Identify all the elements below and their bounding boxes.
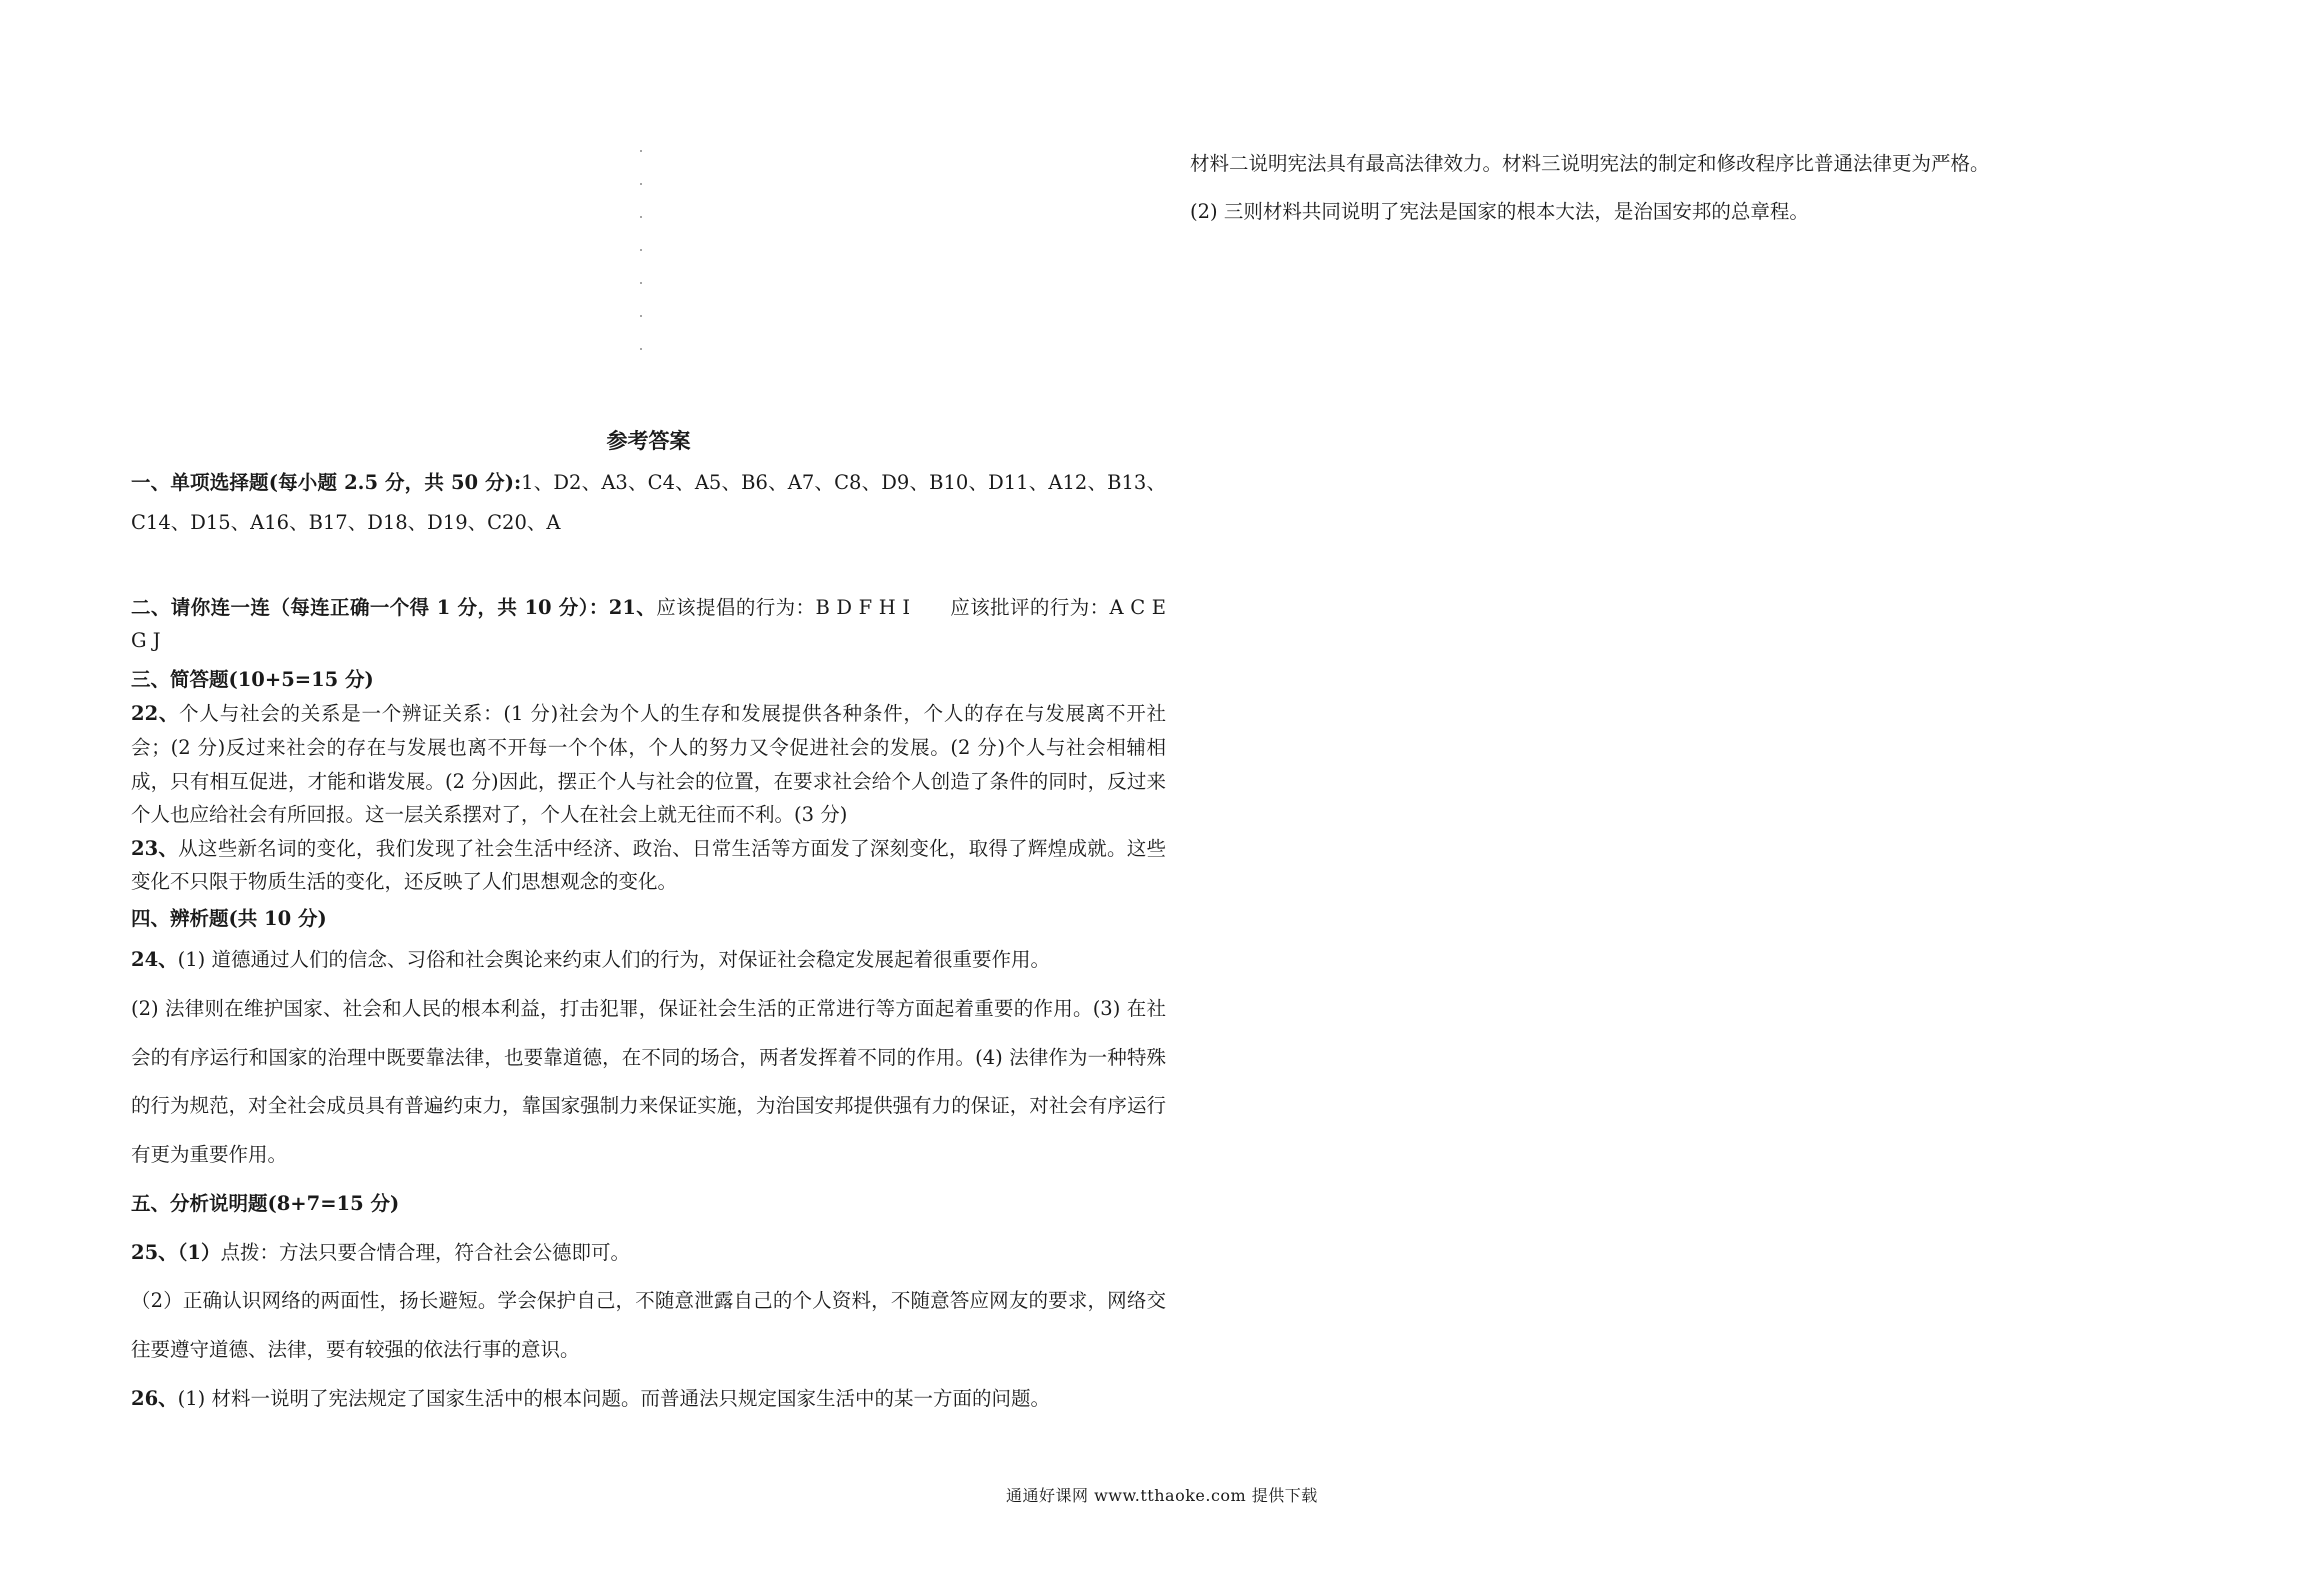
- question-22-number: 22、: [131, 702, 180, 726]
- question-25-part-1: 点拨：方法只要合情合理，符合社会公德即可。: [220, 1240, 630, 1264]
- section-1: [131, 463, 1166, 543]
- question-25-number: 25、（1）: [131, 1240, 221, 1264]
- answers-title: 参考答案: [606, 428, 691, 453]
- section-2-heading: 二、请你连一连（每连正确一个得 1 分，共 10 分）：: [131, 595, 609, 619]
- section-2: [131, 591, 1166, 658]
- section-4-heading: 四、辨析题(共 10 分): [131, 906, 327, 930]
- question-25-part-2: （2）正确认识网络的两面性，扬长避短。学会保护自己，不随意泄露自己的个人资料，不随意答应网友的要求，网络交往要遵守道德、法律，要有较强的依法行事的意识。: [131, 1289, 1166, 1362]
- question-26-continued: 材料二说明宪法具有最高法律效力。材料三说明宪法的制定和修改程序比普通法律更为严格。: [1190, 152, 1990, 175]
- question-26: [131, 1375, 1166, 1424]
- question-24-number: 24、: [131, 948, 178, 972]
- question-24-part-1: (1) 道德通过人们的信念、习俗和社会舆论来约束人们的行为，对保证社会稳定发展起着很重要作用。: [177, 948, 1050, 972]
- question-21-number: 21、: [608, 595, 657, 619]
- section-5-heading: 五、分析说明题(8+7=15 分): [131, 1191, 400, 1215]
- question-26-part-1: (1) 材料一说明了宪法规定了国家生活中的根本问题。而普通法只规定国家生活中的某一方面的问题。: [177, 1386, 1050, 1410]
- question-21-answer: 应该提倡的行为：B D F H I 应该批评的行为：A C E G J: [131, 595, 1166, 653]
- page-footer: 通通好课网 www.tthaoke.com 提供下载: [1006, 1486, 1318, 1505]
- question-24-part-2: (2) 法律则在维护国家、社会和人民的根本利益，打击犯罪，保证社会生活的正常进行等方面起着重要的作用。(3) 在社会的有序运行和国家的治理中既要靠法律，也要靠道德，在不同的场合，两者发挥着不同的作用。(4) 法律作为一种特殊的行为规范，对全社会成员具有普遍约束力，靠国家强制力来保证实施，为治国安邦提供强有力的保证，对社会有序运行有更为重要作用。: [131, 996, 1166, 1167]
- answer-column-left: [131, 425, 1166, 1424]
- question-24: [131, 936, 1166, 1180]
- answer-column-right: [1190, 140, 2110, 236]
- question-26-part-2: (2) 三则材料共同说明了宪法是国家的根本大法，是治国安邦的总章程。: [1190, 199, 1809, 223]
- question-22-answer: 个人与社会的关系是一个辨证关系：(1 分)社会为个人的生存和发展提供各种条件，个人的存在与发展离不开社会；(2 分)反过来社会的存在与发展也离不开每一个个体，个人的努力又令促进社会的发展。(2 分)个人与社会相辅相成，只有相互促进，才能和谐发展。(2 分)因此，摆正个人与社会的位置，在要求社会给个人创造了条件的同时，反过来个人也应给社会有所回报。这一层关系摆对了，个人在社会上就无往而不利。(3 分): [131, 702, 1167, 827]
- margin-dots: [640, 150, 644, 381]
- section-3-heading: 三、简答题(10+5=15 分): [131, 668, 374, 691]
- question-22: [131, 697, 1166, 831]
- section-1-heading: 一、单项选择题(每小题 2.5 分，共 50 分):: [131, 471, 522, 494]
- section-1-answers: 1、D2、A3、C4、A5、B6、A7、C8、D9、B10、D11、A12、B13、C14、D15、A16、B17、D18、D19、C20、A: [131, 471, 1166, 534]
- question-26-number: 26、: [131, 1386, 178, 1410]
- question-23-answer: 从这些新名词的变化，我们发现了社会生活中经济、政治、日常生活等方面发了深刻变化，取得了辉煌成就。这些变化不只限于物质生活的变化，还反映了人们思想观念的变化。: [131, 836, 1166, 894]
- question-25: [131, 1229, 1166, 1375]
- question-23-number: 23、: [131, 836, 179, 860]
- question-23: [131, 832, 1166, 899]
